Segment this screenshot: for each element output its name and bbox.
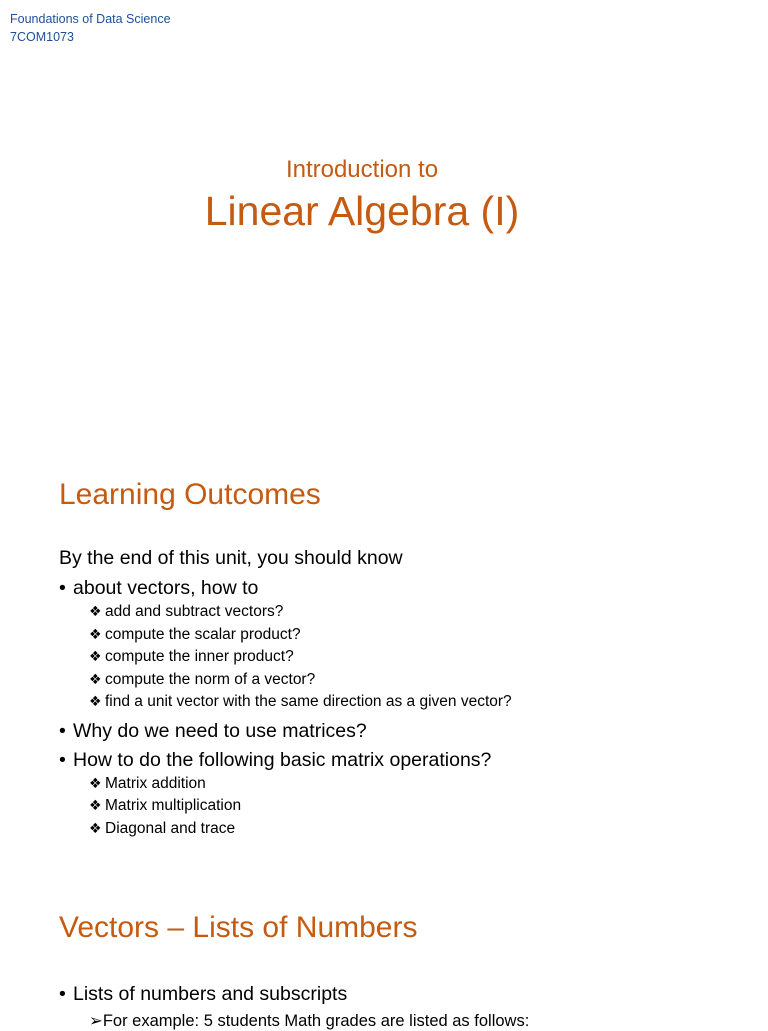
bullet-text: Lists of numbers and subscripts xyxy=(73,983,348,1005)
vector-item: ❖ add and subtract vectors? xyxy=(89,603,284,620)
diamond-bullet-icon: ❖ xyxy=(89,820,102,836)
bullet-text: about vectors, how to xyxy=(73,577,259,599)
bullet-dot-icon: • xyxy=(59,749,66,771)
vector-item: ❖ compute the norm of a vector? xyxy=(89,671,316,688)
diamond-bullet-icon: ❖ xyxy=(89,671,102,687)
bullet-text: Why do we need to use matrices? xyxy=(73,720,367,742)
vectors-title: Vectors – Lists of Numbers xyxy=(59,911,418,944)
bullet-dot-icon: • xyxy=(59,720,66,742)
bullet-text: How to do the following basic matrix operations? xyxy=(73,749,492,771)
example-line: ➢For example: 5 students Math grades are listed as follows: xyxy=(89,1012,530,1030)
vector-item: ❖ compute the scalar product? xyxy=(89,626,301,643)
diamond-bullet-icon: ❖ xyxy=(89,648,102,664)
learning-outcomes-title: Learning Outcomes xyxy=(59,478,321,511)
bullet-dot-icon: • xyxy=(59,983,66,1005)
course-header xyxy=(10,10,171,46)
arrow-bullet-icon: ➢ xyxy=(89,1012,103,1030)
bullet-lists-of-numbers xyxy=(59,983,347,1006)
diamond-bullet-icon: ❖ xyxy=(89,626,102,642)
diamond-bullet-icon: ❖ xyxy=(89,693,102,709)
bullet-matrices-why xyxy=(59,720,367,743)
learning-outcomes-lead: By the end of this unit, you should know xyxy=(59,547,403,569)
vector-item: ❖ compute the inner product? xyxy=(89,648,294,665)
matrix-item: ❖ Diagonal and trace xyxy=(89,820,236,837)
diamond-bullet-icon: ❖ xyxy=(89,775,102,791)
course-code: 7COM1073 xyxy=(10,30,74,44)
bullet-dot-icon: • xyxy=(59,577,66,599)
diamond-bullet-icon: ❖ xyxy=(89,797,102,813)
vector-item: ❖ find a unit vector with the same direction as a given vector? xyxy=(89,693,512,710)
course-name: Foundations of Data Science xyxy=(10,12,171,26)
diamond-bullet-icon: ❖ xyxy=(89,603,102,619)
bullet-matrix-operations xyxy=(59,749,491,772)
slide-title: Linear Algebra (I) xyxy=(204,188,520,234)
slide-subtitle: Introduction to xyxy=(285,156,439,183)
matrix-item: ❖ Matrix multiplication xyxy=(89,797,242,814)
matrix-item: ❖ Matrix addition xyxy=(89,775,206,792)
bullet-vectors xyxy=(59,577,258,600)
